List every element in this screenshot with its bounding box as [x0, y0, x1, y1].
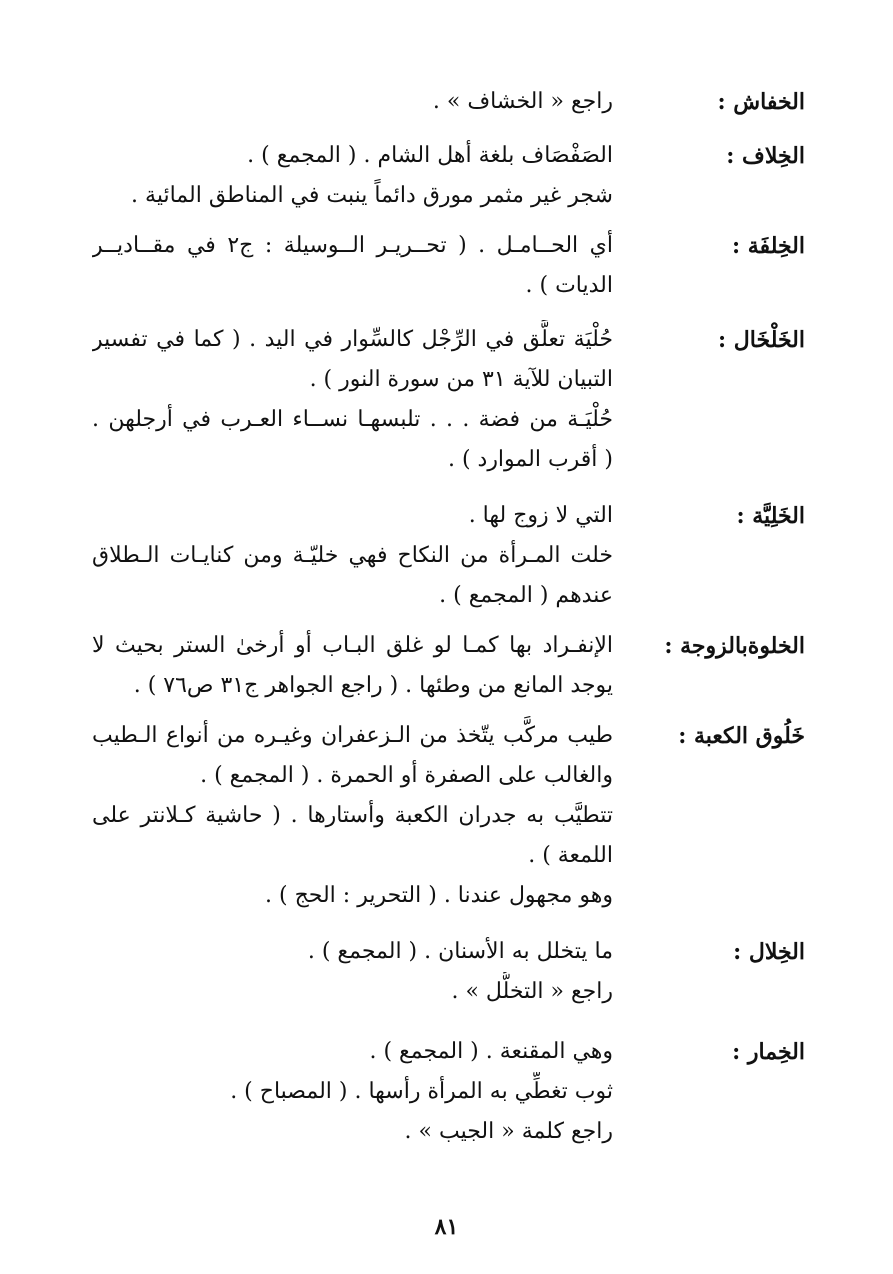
- definition-line: والغالب على الصفرة أو الحمرة . ( المجمع ) .: [200, 763, 613, 788]
- definition-line: حُلْيَة تعلَّق في الرِّجْل كالسِّوار في اليد . ( كما في تفسير: [92, 327, 613, 352]
- definition-line: طيب مركَّب يتّخذ من الـزعفران وغيـره من أنواع الـطيب: [92, 723, 613, 748]
- entry-definition: [92, 320, 613, 480]
- entry-term: الخَلِيَّة :: [736, 503, 805, 529]
- definition-line: التي لا زوج لها .: [468, 503, 613, 528]
- entry-term: الخِلفَة :: [731, 233, 805, 259]
- entry-term: الخِلاف :: [726, 143, 805, 169]
- entry-term: الخِمار :: [732, 1039, 805, 1065]
- entry-definition: [92, 932, 613, 1012]
- definition-line: راجع « الخشاف » .: [432, 89, 613, 114]
- definition-line: راجع « التخلُّل » .: [451, 979, 613, 1004]
- definition-line: راجع كلمة « الجيب » .: [404, 1119, 613, 1144]
- entry-definition: [92, 716, 613, 916]
- definition-line: يوجد المانع من وطئها . ( راجع الجواهر ج٣١ ص٧٦ ) .: [133, 673, 613, 698]
- entry-definition: [92, 626, 613, 706]
- entry-definition: [92, 496, 613, 616]
- entry-definition: [92, 82, 613, 122]
- definition-line: أي الحــامـل . ( تحــريـر الــوسيلة : ج٢ في مقــاديــر: [92, 233, 613, 258]
- definition-line: الصَفْصَاف بلغة أهل الشام . ( المجمع ) .: [247, 143, 613, 168]
- page-number: ٨١: [434, 1214, 459, 1240]
- definition-line: شجر غير مثمر مورق دائماً ينبت في المناطق المائية .: [131, 183, 613, 208]
- definition-line: عندهم ( المجمع ) .: [439, 583, 613, 608]
- entry-definition: [92, 136, 613, 216]
- definition-line: الديات ) .: [525, 273, 613, 298]
- entry-term: الخلوةبالزوجة :: [664, 633, 805, 659]
- entry-term: خَلُوق الكعبة :: [678, 723, 805, 749]
- definition-line: اللمعة ) .: [528, 843, 613, 868]
- definition-line: حُلْيَـة من فضة . . . تلبسهـا نســاء العـرب في أرجلهن .: [92, 407, 613, 432]
- definition-line: وهي المقنعة . ( المجمع ) .: [369, 1039, 613, 1064]
- entry-definition: [92, 226, 613, 306]
- definition-line: ثوب تغطِّي به المرأة رأسها . ( المصباح ) .: [230, 1079, 613, 1104]
- definition-line: خلت المـرأة من النكاح فهي خليّـة ومن كنايـات الـطلاق: [92, 543, 613, 568]
- definition-line: ما يتخلل به الأسنان . ( المجمع ) .: [307, 939, 613, 964]
- definition-line: الإنفـراد بها كمـا لو غلق البـاب أو أرخىٰ الستر بحيث لا: [92, 633, 613, 658]
- definition-line: وهو مجهول عندنا . ( التحرير : الحج ) .: [265, 883, 613, 908]
- definition-line: التبيان للآية ٣١ من سورة النور ) .: [309, 367, 613, 392]
- entry-term: الخِلال :: [733, 939, 805, 965]
- definition-line: ( أقرب الموارد ) .: [447, 447, 613, 472]
- entry-term: الخفاش :: [717, 89, 805, 115]
- entry-definition: [92, 1032, 613, 1152]
- entry-term: الخَلْخَال :: [718, 327, 805, 353]
- definition-line: تتطيَّب به جدران الكعبة وأستارها . ( حاشية كـلانتر على: [92, 803, 613, 828]
